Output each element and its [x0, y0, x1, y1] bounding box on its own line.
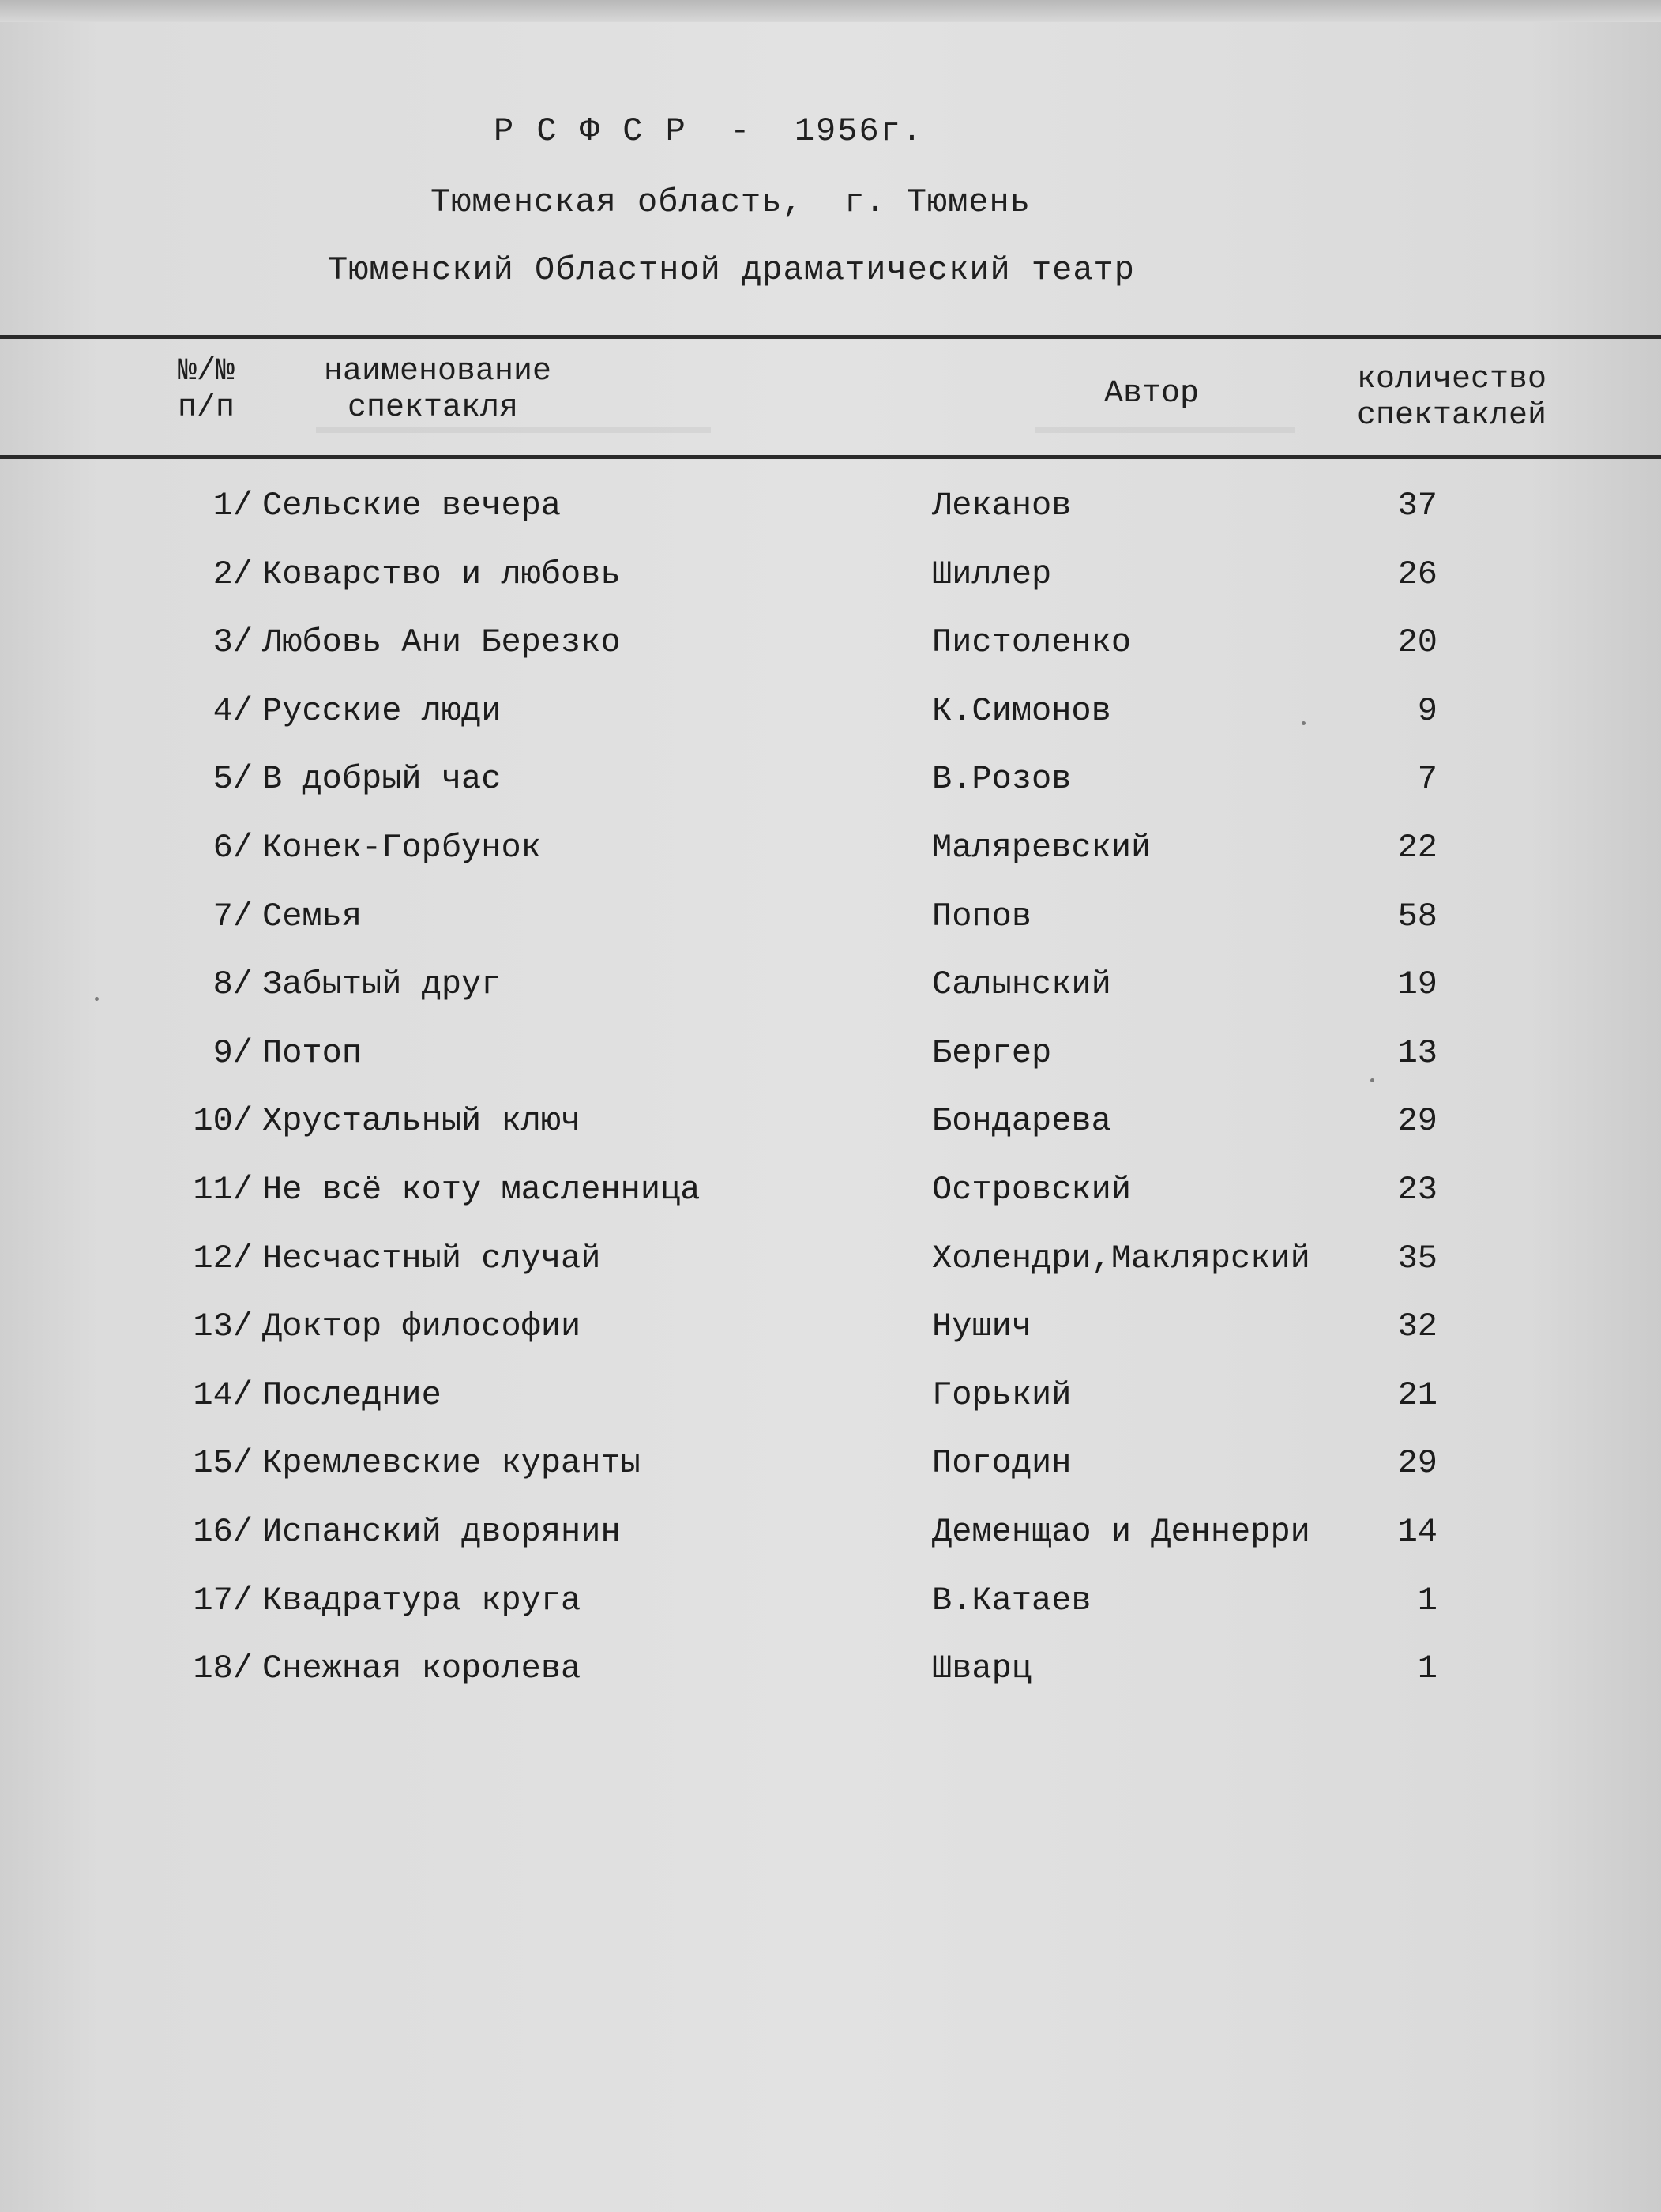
- play-title: Сельские вечера: [262, 487, 562, 525]
- play-title: Квадратура круга: [262, 1581, 581, 1620]
- play-title: Снежная королева: [262, 1650, 581, 1688]
- table-row: [0, 1102, 1661, 1171]
- performance-table: [0, 487, 1661, 1718]
- performance-count: 13: [1397, 1033, 1437, 1072]
- column-header-count: [1357, 362, 1594, 434]
- row-number: 9/: [212, 1033, 253, 1072]
- play-author: Леканов: [932, 487, 1072, 525]
- play-title: Русские люди: [262, 691, 502, 730]
- document-title: Р С Ф С Р - 1956г.: [494, 112, 924, 150]
- row-number: 4/: [212, 691, 253, 730]
- play-title: Любовь Ани Березко: [262, 623, 621, 662]
- row-number: 8/: [212, 965, 253, 1004]
- bleed-through-shadow: [316, 427, 711, 433]
- row-number: 18/: [193, 1650, 253, 1688]
- play-title: Не всё коту масленница: [262, 1170, 701, 1209]
- performance-count: 19: [1397, 965, 1437, 1004]
- play-title: Кремлевские куранты: [262, 1444, 641, 1483]
- table-row: [0, 829, 1661, 897]
- column-header-author: Автор: [1104, 376, 1200, 412]
- play-author: Погодин: [932, 1444, 1072, 1483]
- paper-speck: [1302, 721, 1306, 725]
- play-title: Последние: [262, 1375, 442, 1414]
- table-row: [0, 555, 1661, 624]
- row-number: 14/: [193, 1375, 253, 1414]
- table-row: [0, 1650, 1661, 1718]
- table-row: [0, 1582, 1661, 1650]
- play-title: Несчастный случай: [262, 1239, 601, 1277]
- row-number: 7/: [212, 897, 253, 935]
- table-row: [0, 487, 1661, 555]
- row-number: 11/: [193, 1170, 253, 1209]
- column-header-number-line1: №/№: [178, 354, 235, 389]
- performance-count: 37: [1397, 487, 1437, 525]
- performance-count: 58: [1397, 897, 1437, 935]
- row-number: 15/: [193, 1444, 253, 1483]
- performance-count: 9: [1417, 691, 1437, 730]
- theatre-name: Тюменский Областной драматический театр: [328, 251, 1135, 289]
- column-header-title: [324, 354, 608, 427]
- play-title: Испанский дворянин: [262, 1512, 621, 1551]
- table-header-rule: [0, 455, 1661, 459]
- play-title: Доктор философии: [262, 1307, 581, 1346]
- table-row: [0, 760, 1661, 829]
- play-author: Нушич: [932, 1307, 1032, 1346]
- row-number: 12/: [193, 1239, 253, 1277]
- table-row: [0, 1034, 1661, 1103]
- play-author: Шиллер: [932, 555, 1052, 593]
- play-author: Холендри,Маклярский: [932, 1239, 1310, 1277]
- performance-count: 29: [1397, 1444, 1437, 1483]
- table-row: [0, 965, 1661, 1034]
- table-row: [0, 897, 1661, 966]
- performance-count: 21: [1397, 1375, 1437, 1414]
- table-row: [0, 1376, 1661, 1445]
- play-author: Салынский: [932, 965, 1111, 1004]
- column-header-title-line1: наименование: [324, 354, 552, 389]
- table-row: [0, 692, 1661, 761]
- column-header-count-line1: количество: [1357, 362, 1547, 397]
- play-author: Маляревский: [932, 828, 1152, 867]
- play-author: Шварц: [932, 1650, 1032, 1688]
- table-row: [0, 1444, 1661, 1513]
- play-author: Деменщао и Деннерри: [932, 1512, 1310, 1551]
- performance-count: 35: [1397, 1239, 1437, 1277]
- row-number: 2/: [212, 555, 253, 593]
- column-header-number-line2: п/п: [178, 390, 235, 426]
- row-number: 1/: [212, 487, 253, 525]
- play-title: Потоп: [262, 1033, 363, 1072]
- play-title: Семья: [262, 897, 363, 935]
- paper-edge: [0, 0, 1661, 22]
- table-row: [0, 1513, 1661, 1582]
- column-header-title-line2: спектакля: [348, 390, 519, 426]
- play-title: Конек-Горбунок: [262, 828, 541, 867]
- play-author: Пистоленко: [932, 623, 1132, 662]
- play-author: В.Розов: [932, 760, 1072, 799]
- play-author: Попов: [932, 897, 1032, 935]
- play-title: В добрый час: [262, 760, 502, 799]
- performance-count: 26: [1397, 555, 1437, 593]
- region-line: Тюменская область, г. Тюмень: [430, 183, 1031, 221]
- row-number: 3/: [212, 623, 253, 662]
- play-author: К.Симонов: [932, 691, 1111, 730]
- paper-speck: [1370, 1078, 1374, 1082]
- performance-count: 7: [1417, 760, 1437, 799]
- table-row: [0, 1307, 1661, 1376]
- play-author: Горький: [932, 1375, 1072, 1414]
- play-author: Бондарева: [932, 1102, 1111, 1141]
- play-title: Хрустальный ключ: [262, 1102, 581, 1141]
- row-number: 17/: [193, 1581, 253, 1620]
- column-header-count-line2: спектаклей: [1357, 398, 1547, 434]
- row-number: 5/: [212, 760, 253, 799]
- play-author: В.Катаев: [932, 1581, 1092, 1620]
- performance-count: 14: [1397, 1512, 1437, 1551]
- bleed-through-shadow: [1035, 427, 1295, 433]
- play-title: Забытый друг: [262, 965, 502, 1004]
- performance-count: 23: [1397, 1170, 1437, 1209]
- row-number: 10/: [193, 1102, 253, 1141]
- play-author: Островский: [932, 1170, 1132, 1209]
- performance-count: 22: [1397, 828, 1437, 867]
- performance-count: 29: [1397, 1102, 1437, 1141]
- play-author: Бергер: [932, 1033, 1052, 1072]
- row-number: 13/: [193, 1307, 253, 1346]
- table-row: [0, 623, 1661, 692]
- performance-count: 32: [1397, 1307, 1437, 1346]
- column-header-number: [178, 354, 265, 427]
- paper-speck: [95, 997, 99, 1001]
- row-number: 16/: [193, 1512, 253, 1551]
- play-title: Коварство и любовь: [262, 555, 621, 593]
- row-number: 6/: [212, 828, 253, 867]
- table-top-rule: [0, 335, 1661, 339]
- table-row: [0, 1171, 1661, 1240]
- performance-count: 1: [1417, 1650, 1437, 1688]
- performance-count: 20: [1397, 623, 1437, 662]
- performance-count: 1: [1417, 1581, 1437, 1620]
- table-row: [0, 1240, 1661, 1308]
